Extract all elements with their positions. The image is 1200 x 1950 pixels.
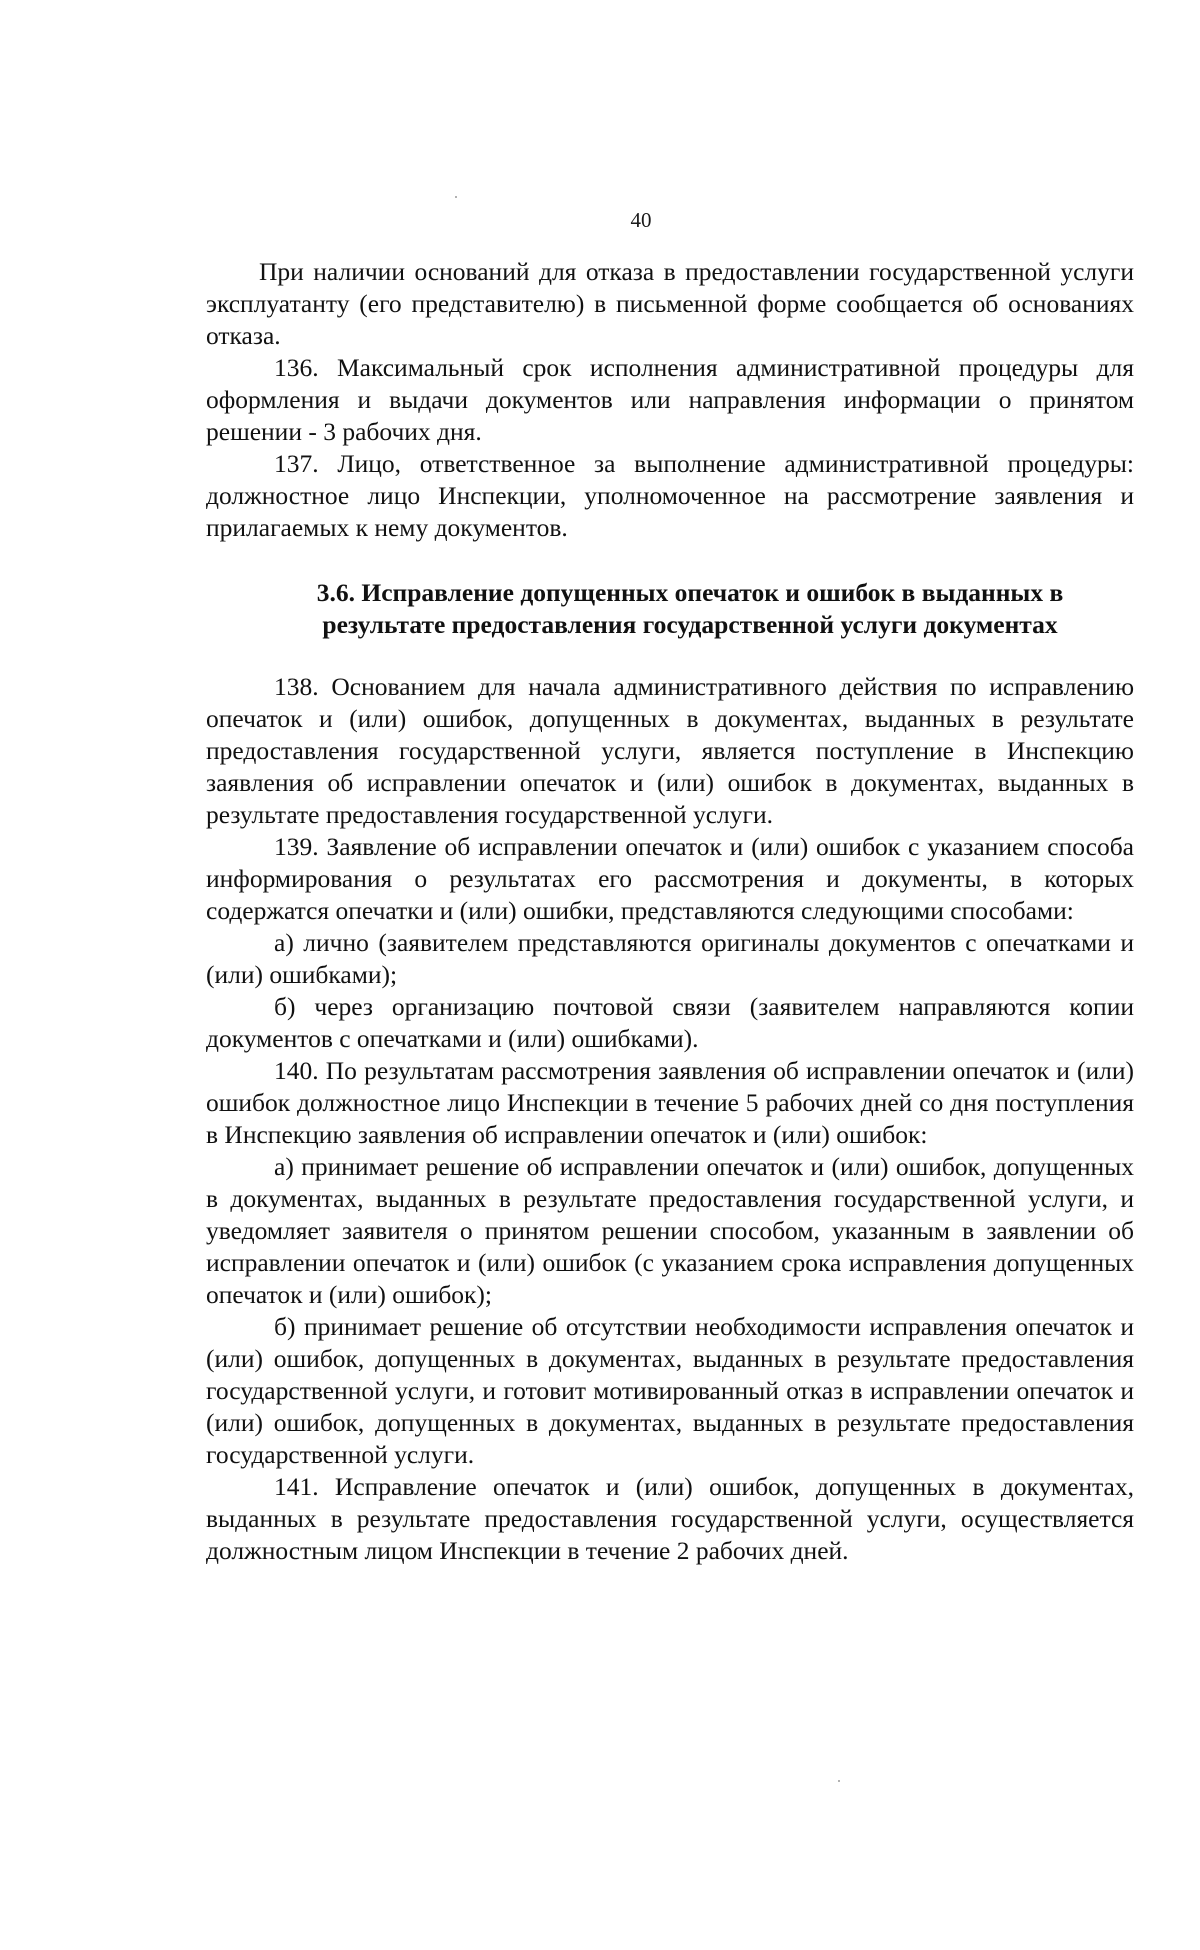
scan-speck bbox=[838, 1780, 840, 1782]
paragraph-139: 139. Заявление об исправлении опечаток и (или) ошибок с указанием способа информирования о результатах его рассмотрения и документы, в которых содержатся опечатки и (или) ошибки, представляются следующими способами: bbox=[206, 832, 1134, 925]
document-body bbox=[206, 256, 1134, 1567]
paragraph-140: 140. По результатам рассмотрения заявления об исправлении опечаток и (или) ошибок должностное лицо Инспекции в течение 5 рабочих дней со дня поступления в Инспекцию заявления об исправлении опечаток и (или) ошибок: bbox=[206, 1056, 1134, 1149]
paragraph-137: 137. Лицо, ответственное за выполнение административной процедуры: должностное лицо Инспекции, уполномоченное на рассмотрение заявления и прилагаемых к нему документов. bbox=[206, 449, 1134, 542]
section-heading-line-1: 3.6. Исправление допущенных опечаток и ошибок в выданных в bbox=[316, 578, 1064, 607]
paragraph-138: 138. Основанием для начала административного действия по исправлению опечаток и (или) ошибок, допущенных в документах, выданных в результате предоставления государственной услуги, является поступление в Инспекцию заявления об исправлении опечаток и (или) ошибок в документах, выданных в результате предоставления государственной услуги. bbox=[206, 672, 1134, 829]
page-number: 40 bbox=[630, 208, 652, 232]
paragraph-139-a: а) лично (заявителем представляются оригиналы документов с опечатками и (или) ошибками); bbox=[206, 928, 1134, 989]
scan-speck bbox=[455, 196, 457, 198]
paragraph-140-a: а) принимает решение об исправлении опечаток и (или) ошибок, допущенных в документах, выданных в результате предоставления государственной услуги, и уведомляет заявителя о принятом решении способом, указанным в заявлении об исправлении опечаток и (или) ошибок (с указанием срока исправления допущенных опечаток и (или) ошибок); bbox=[206, 1152, 1134, 1309]
section-heading-line-2: результате предоставления государственной услуги документах bbox=[322, 610, 1058, 639]
paragraph-136: 136. Максимальный срок исполнения административной процедуры для оформления и выдачи документов или направления информации о принятом решении - 3 рабочих дня. bbox=[206, 353, 1134, 446]
paragraph-140-b: б) принимает решение об отсутствии необходимости исправления опечаток и (или) ошибок, допущенных в документах, выданных в результате предоставления государственной услуги, и готовит мотивированный отказ в исправлении опечаток и (или) ошибок, допущенных в документах, выданных в результате предоставления государственной услуги. bbox=[206, 1312, 1134, 1469]
paragraph-139-b: б) через организацию почтовой связи (заявителем направляются копии документов с опечатками и (или) ошибками). bbox=[206, 992, 1134, 1053]
paragraph-141: 141. Исправление опечаток и (или) ошибок, допущенных в документах, выданных в результате предоставления государственной услуги, осуществляется должностным лицом Инспекции в течение 2 рабочих дней. bbox=[206, 1472, 1134, 1565]
section-heading bbox=[206, 577, 1134, 641]
paragraph-intro: При наличии оснований для отказа в предоставлении государственной услуги эксплуатанту (его представителю) в письменной форме сообщается об основаниях отказа. bbox=[206, 257, 1134, 350]
